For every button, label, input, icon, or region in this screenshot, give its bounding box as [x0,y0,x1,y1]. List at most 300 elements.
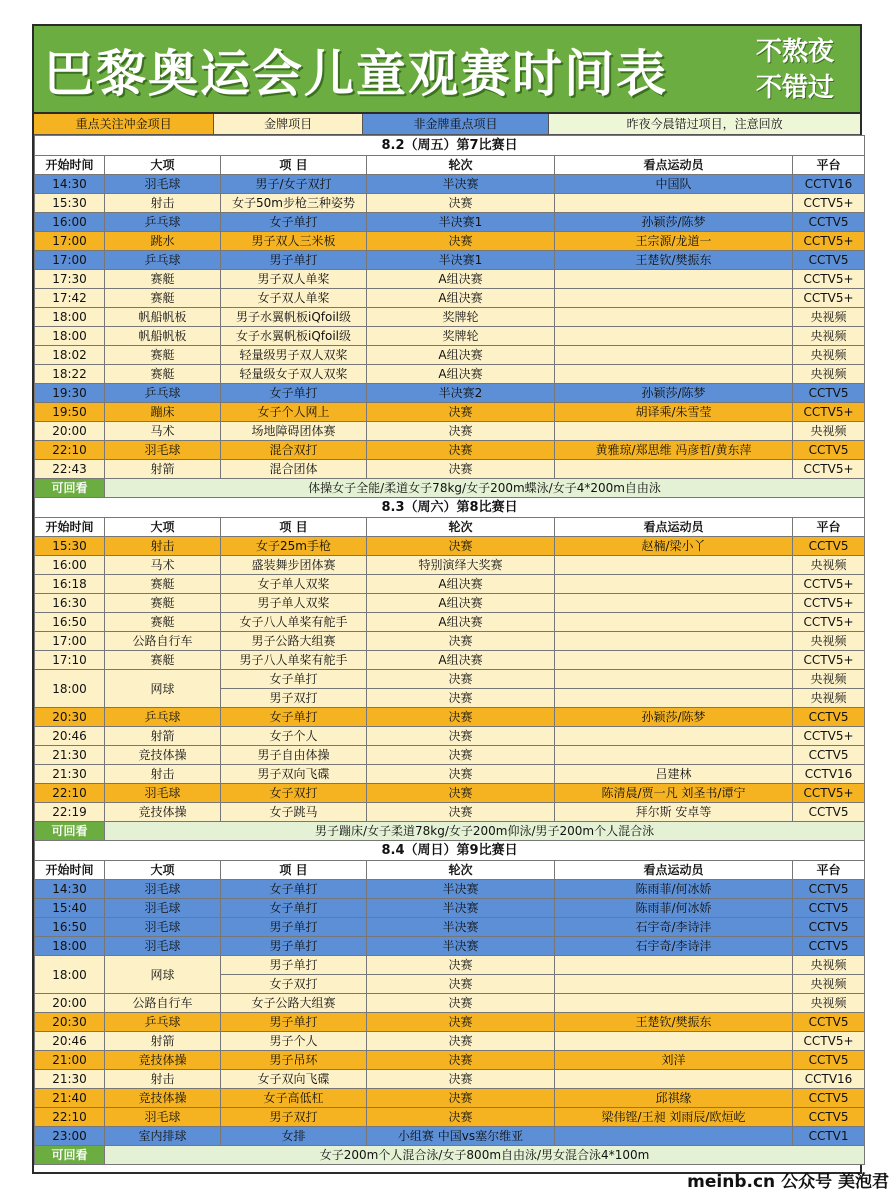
rewatch-events: 女子200m个人混合泳/女子800m自由泳/男女混合泳4*100m [105,1146,865,1165]
event-cell: 轻量级男子双人双桨 [221,346,367,365]
sport-cell: 射箭 [105,1032,221,1051]
table-row [35,899,865,918]
round-cell: 奖牌轮 [367,327,555,346]
table-row [35,746,865,765]
sport-cell: 羽毛球 [105,937,221,956]
round-cell: 小组赛 中国vs塞尔维亚 [367,1127,555,1146]
rewatch-label: 可回看 [35,479,105,498]
round-cell: 决赛 [367,194,555,213]
start-time-cell: 20:30 [35,708,105,727]
event-cell: 男子公路大组赛 [221,632,367,651]
round-cell: A组决赛 [367,613,555,632]
column-header: 轮次 [367,156,555,175]
day-title: 8.4（周日）第9比赛日 [35,841,865,861]
start-time-cell: 18:00 [35,937,105,956]
column-header: 平台 [793,156,865,175]
event-cell: 男子双打 [221,689,367,708]
round-cell: 决赛 [367,784,555,803]
slogan-line-1: 不熬夜 [756,37,835,67]
schedule-sheet [32,24,862,1174]
round-cell: A组决赛 [367,575,555,594]
table-row [35,556,865,575]
slogan-line-2: 不错过 [756,73,835,103]
round-cell: 决赛 [367,956,555,975]
table-row [35,1032,865,1051]
round-cell: 决赛 [367,994,555,1013]
rewatch-row [35,822,865,841]
platform-cell: CCTV5 [793,441,865,460]
legend-item: 金牌项目 [214,114,362,134]
sport-cell: 网球 [105,670,221,708]
platform-cell: 央视频 [793,346,865,365]
athletes-cell: 中国队 [555,175,793,194]
table-row [35,1108,865,1127]
round-cell: 决赛 [367,232,555,251]
table-row [35,308,865,327]
athletes-cell: 陈雨菲/何冰娇 [555,880,793,899]
platform-cell: CCTV5 [793,708,865,727]
athletes-cell [555,346,793,365]
table-row [35,327,865,346]
event-cell: 女子双打 [221,784,367,803]
platform-cell: 央视频 [793,365,865,384]
table-row [35,727,865,746]
sport-cell: 赛艇 [105,270,221,289]
start-time-cell: 17:00 [35,251,105,270]
platform-cell: 央视频 [793,975,865,994]
round-cell: 决赛 [367,689,555,708]
platform-cell: CCTV5 [793,1051,865,1070]
event-cell: 男子单打 [221,1013,367,1032]
day-title-row [35,841,865,861]
column-header: 轮次 [367,518,555,537]
athletes-cell [555,1032,793,1051]
column-header: 开始时间 [35,518,105,537]
table-row [35,270,865,289]
platform-cell: CCTV5 [793,803,865,822]
event-cell: 女子双打 [221,975,367,994]
start-time-cell: 21:30 [35,1070,105,1089]
start-time-cell: 18:00 [35,308,105,327]
round-cell: 半决赛 [367,175,555,194]
sport-cell: 竞技体操 [105,803,221,822]
athletes-cell [555,422,793,441]
column-header: 大项 [105,156,221,175]
table-row [35,651,865,670]
sport-cell: 乒乓球 [105,384,221,403]
platform-cell: CCTV5+ [793,460,865,479]
platform-cell: 央视频 [793,670,865,689]
table-row [35,937,865,956]
table-row [35,803,865,822]
athletes-cell: 王楚钦/樊振东 [555,251,793,270]
day-title: 8.3（周六）第8比赛日 [35,498,865,518]
round-cell: 决赛 [367,975,555,994]
table-row [35,175,865,194]
sport-cell: 马术 [105,556,221,575]
sport-cell: 射击 [105,194,221,213]
platform-cell: 央视频 [793,327,865,346]
round-cell: A组决赛 [367,270,555,289]
platform-cell: CCTV5+ [793,1032,865,1051]
sport-cell: 赛艇 [105,289,221,308]
header-row [35,518,865,537]
event-cell: 男子吊环 [221,1051,367,1070]
table-row [35,213,865,232]
event-cell: 女子水翼帆板iQfoil级 [221,327,367,346]
watermark: meinb.cn 公众号 美泡君 [687,1172,889,1192]
platform-cell: CCTV5+ [793,594,865,613]
start-time-cell: 18:00 [35,956,105,994]
sport-cell: 射箭 [105,460,221,479]
platform-cell: CCTV5+ [793,194,865,213]
athletes-cell [555,994,793,1013]
event-cell: 女子八人单桨有舵手 [221,613,367,632]
event-cell: 女子单打 [221,384,367,403]
platform-cell: CCTV16 [793,765,865,784]
athletes-cell [555,575,793,594]
slogan [756,34,846,106]
platform-cell: CCTV5 [793,1089,865,1108]
platform-cell: CCTV16 [793,175,865,194]
round-cell: 决赛 [367,537,555,556]
athletes-cell [555,289,793,308]
event-cell: 女子单人双桨 [221,575,367,594]
rewatch-row [35,1146,865,1165]
start-time-cell: 18:22 [35,365,105,384]
start-time-cell: 19:50 [35,403,105,422]
start-time-cell: 20:00 [35,422,105,441]
platform-cell: CCTV5 [793,384,865,403]
day-title: 8.2（周五）第7比赛日 [35,136,865,156]
platform-cell: CCTV5 [793,1108,865,1127]
table-row [35,422,865,441]
table-row [35,1051,865,1070]
start-time-cell: 19:30 [35,384,105,403]
platform-cell: 央视频 [793,422,865,441]
event-cell: 女子双向飞碟 [221,1070,367,1089]
sport-cell: 赛艇 [105,346,221,365]
start-time-cell: 22:10 [35,1108,105,1127]
event-cell: 男子水翼帆板iQfoil级 [221,308,367,327]
athletes-cell: 陈雨菲/何冰娇 [555,899,793,918]
start-time-cell: 18:02 [35,346,105,365]
sport-cell: 帆船帆板 [105,308,221,327]
event-cell: 女子单打 [221,670,367,689]
platform-cell: CCTV5 [793,251,865,270]
platform-cell: CCTV1 [793,1127,865,1146]
platform-cell: 央视频 [793,689,865,708]
platform-cell: CCTV5+ [793,289,865,308]
sport-cell: 帆船帆板 [105,327,221,346]
athletes-cell [555,194,793,213]
event-cell: 男子/女子双打 [221,175,367,194]
platform-cell: CCTV5+ [793,232,865,251]
start-time-cell: 15:40 [35,899,105,918]
start-time-cell: 20:30 [35,1013,105,1032]
platform-cell: CCTV5+ [793,403,865,422]
column-header: 看点运动员 [555,156,793,175]
start-time-cell: 16:00 [35,213,105,232]
sport-cell: 公路自行车 [105,994,221,1013]
event-cell: 女子跳马 [221,803,367,822]
athletes-cell: 邱祺缘 [555,1089,793,1108]
sport-cell: 羽毛球 [105,441,221,460]
event-cell: 女子单打 [221,899,367,918]
event-cell: 男子双向飞碟 [221,765,367,784]
table-row [35,403,865,422]
event-cell: 女子25m手枪 [221,537,367,556]
table-row [35,880,865,899]
round-cell: 决赛 [367,1013,555,1032]
table-row [35,594,865,613]
start-time-cell: 22:43 [35,460,105,479]
athletes-cell: 赵楠/梁小丫 [555,537,793,556]
sport-cell: 羽毛球 [105,175,221,194]
column-header: 项 目 [221,518,367,537]
athletes-cell: 刘洋 [555,1051,793,1070]
athletes-cell: 石宇奇/李诗沣 [555,918,793,937]
table-row [35,670,865,689]
athletes-cell [555,613,793,632]
round-cell: 决赛 [367,422,555,441]
athletes-cell: 陈清晨/贾一凡 刘圣书/谭宁 [555,784,793,803]
sport-cell: 赛艇 [105,365,221,384]
athletes-cell [555,308,793,327]
round-cell: A组决赛 [367,365,555,384]
header-row [35,861,865,880]
event-cell: 轻量级女子双人双桨 [221,365,367,384]
round-cell: A组决赛 [367,651,555,670]
platform-cell: CCTV5 [793,937,865,956]
sport-cell: 乒乓球 [105,251,221,270]
start-time-cell: 17:00 [35,232,105,251]
column-header: 大项 [105,518,221,537]
table-row [35,460,865,479]
event-cell: 女子单打 [221,708,367,727]
athletes-cell: 孙颖莎/陈梦 [555,708,793,727]
round-cell: 半决赛 [367,937,555,956]
sport-cell: 射箭 [105,727,221,746]
round-cell: 决赛 [367,670,555,689]
platform-cell: 央视频 [793,956,865,975]
platform-cell: CCTV5+ [793,784,865,803]
athletes-cell: 石宇奇/李诗沣 [555,937,793,956]
athletes-cell [555,670,793,689]
table-row [35,613,865,632]
start-time-cell: 14:30 [35,880,105,899]
athletes-cell: 胡译乘/朱雪莹 [555,403,793,422]
athletes-cell: 黄雅琼/郑思维 冯彦哲/黄东萍 [555,441,793,460]
platform-cell: CCTV5 [793,880,865,899]
round-cell: 决赛 [367,460,555,479]
round-cell: 奖牌轮 [367,308,555,327]
athletes-cell [555,689,793,708]
platform-cell: CCTV5 [793,918,865,937]
platform-cell: 央视频 [793,308,865,327]
athletes-cell [555,594,793,613]
schedule-table [34,135,865,1165]
round-cell: 决赛 [367,1070,555,1089]
athletes-cell [555,556,793,575]
athletes-cell [555,365,793,384]
platform-cell: CCTV5 [793,1013,865,1032]
athletes-cell [555,956,793,975]
rewatch-row [35,479,865,498]
table-row [35,575,865,594]
column-header: 项 目 [221,156,367,175]
column-header: 大项 [105,861,221,880]
start-time-cell: 18:00 [35,327,105,346]
start-time-cell: 21:00 [35,1051,105,1070]
round-cell: 决赛 [367,803,555,822]
start-time-cell: 16:50 [35,613,105,632]
sport-cell: 羽毛球 [105,918,221,937]
sport-cell: 竞技体操 [105,746,221,765]
event-cell: 女排 [221,1127,367,1146]
start-time-cell: 14:30 [35,175,105,194]
round-cell: 决赛 [367,1108,555,1127]
sport-cell: 羽毛球 [105,1108,221,1127]
event-cell: 男子八人单桨有舵手 [221,651,367,670]
round-cell: 决赛 [367,632,555,651]
rewatch-label: 可回看 [35,1146,105,1165]
platform-cell: CCTV5 [793,746,865,765]
start-time-cell: 21:30 [35,746,105,765]
sport-cell: 赛艇 [105,613,221,632]
event-cell: 女子个人网上 [221,403,367,422]
round-cell: 决赛 [367,441,555,460]
athletes-cell [555,1127,793,1146]
column-header: 轮次 [367,861,555,880]
event-cell: 女子个人 [221,727,367,746]
athletes-cell [555,975,793,994]
start-time-cell: 17:30 [35,270,105,289]
round-cell: 半决赛1 [367,213,555,232]
start-time-cell: 23:00 [35,1127,105,1146]
table-row [35,1070,865,1089]
athletes-cell: 吕建林 [555,765,793,784]
sport-cell: 羽毛球 [105,784,221,803]
event-cell: 女子高低杠 [221,1089,367,1108]
start-time-cell: 20:00 [35,994,105,1013]
sport-cell: 网球 [105,956,221,994]
table-row [35,537,865,556]
column-header: 平台 [793,861,865,880]
color-legend [34,114,860,135]
title-banner [34,26,860,114]
athletes-cell [555,327,793,346]
table-row [35,632,865,651]
platform-cell: CCTV5 [793,213,865,232]
table-row [35,784,865,803]
sport-cell: 跳水 [105,232,221,251]
athletes-cell: 孙颖莎/陈梦 [555,384,793,403]
sport-cell: 室内排球 [105,1127,221,1146]
start-time-cell: 22:10 [35,441,105,460]
sport-cell: 射击 [105,765,221,784]
round-cell: A组决赛 [367,289,555,308]
column-header: 开始时间 [35,156,105,175]
column-header: 看点运动员 [555,861,793,880]
athletes-cell [555,1070,793,1089]
table-row [35,765,865,784]
event-cell: 男子单打 [221,937,367,956]
sport-cell: 赛艇 [105,594,221,613]
sport-cell: 赛艇 [105,651,221,670]
platform-cell: CCTV5 [793,899,865,918]
athletes-cell: 王楚钦/樊振东 [555,1013,793,1032]
sport-cell: 乒乓球 [105,213,221,232]
start-time-cell: 18:00 [35,670,105,708]
start-time-cell: 16:18 [35,575,105,594]
event-cell: 女子50m步枪三种姿势 [221,194,367,213]
athletes-cell: 拜尔斯 安卓等 [555,803,793,822]
platform-cell: CCTV5+ [793,727,865,746]
rewatch-events: 体操女子全能/柔道女子78kg/女子200m蝶泳/女子4*200m自由泳 [105,479,865,498]
round-cell: A组决赛 [367,594,555,613]
sport-cell: 蹦床 [105,403,221,422]
sport-cell: 赛艇 [105,575,221,594]
event-cell: 男子单打 [221,956,367,975]
table-row [35,1013,865,1032]
start-time-cell: 17:42 [35,289,105,308]
event-cell: 女子双人单桨 [221,289,367,308]
platform-cell: 央视频 [793,994,865,1013]
athletes-cell [555,651,793,670]
day-title-row [35,498,865,518]
sport-cell: 竞技体操 [105,1089,221,1108]
start-time-cell: 16:30 [35,594,105,613]
round-cell: A组决赛 [367,346,555,365]
table-row [35,918,865,937]
event-cell: 混合双打 [221,441,367,460]
table-row [35,441,865,460]
event-cell: 盛装舞步团体赛 [221,556,367,575]
event-cell: 男子双人三米板 [221,232,367,251]
platform-cell: CCTV5+ [793,613,865,632]
event-cell: 混合团体 [221,460,367,479]
column-header: 平台 [793,518,865,537]
athletes-cell: 梁伟铿/王昶 刘雨辰/欧烜屹 [555,1108,793,1127]
event-cell: 女子公路大组赛 [221,994,367,1013]
sport-cell: 马术 [105,422,221,441]
sport-cell: 乒乓球 [105,708,221,727]
round-cell: 半决赛1 [367,251,555,270]
table-row [35,1127,865,1146]
sport-cell: 羽毛球 [105,880,221,899]
event-cell: 女子单打 [221,880,367,899]
start-time-cell: 15:30 [35,537,105,556]
day-title-row [35,136,865,156]
platform-cell: CCTV5+ [793,270,865,289]
round-cell: 决赛 [367,727,555,746]
table-row [35,194,865,213]
column-header: 项 目 [221,861,367,880]
sport-cell: 羽毛球 [105,899,221,918]
platform-cell: CCTV5+ [793,575,865,594]
event-cell: 男子单打 [221,918,367,937]
event-cell: 男子自由体操 [221,746,367,765]
rewatch-label: 可回看 [35,822,105,841]
table-row [35,956,865,975]
table-row [35,994,865,1013]
round-cell: 决赛 [367,403,555,422]
sport-cell: 射击 [105,537,221,556]
platform-cell: 央视频 [793,556,865,575]
round-cell: 半决赛 [367,880,555,899]
round-cell: 决赛 [367,708,555,727]
